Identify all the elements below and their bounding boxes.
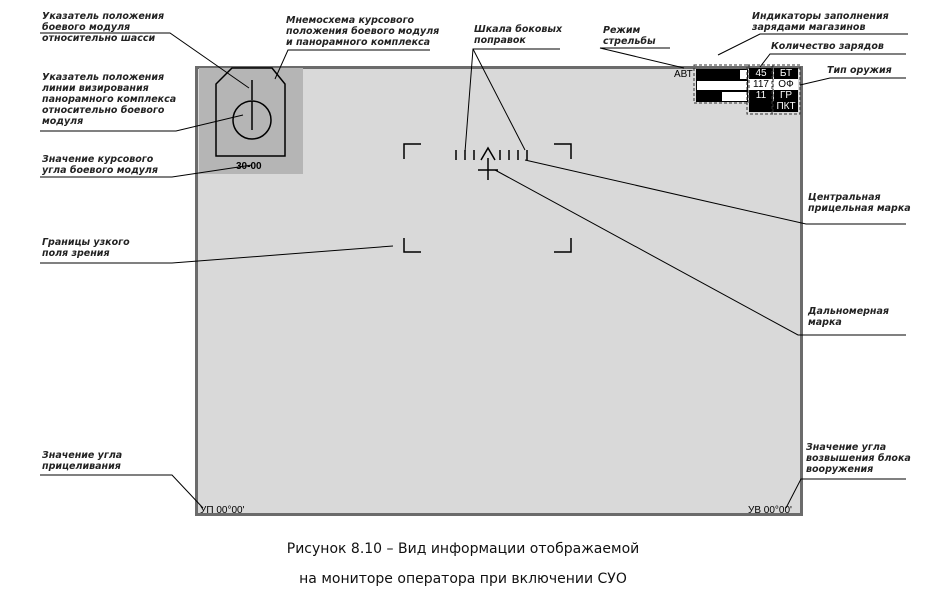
weapon-type: ГР — [774, 90, 798, 101]
label-narrow-fov: Границы узкого поля зрения — [42, 237, 130, 259]
label-chassis-pointer: Указатель положения боевого модуля относительно шасси — [42, 11, 165, 44]
ammo-count-box — [747, 65, 773, 114]
label-mnemo-scheme: Мнемосхема курсового положения боевого модуля и панорамного комплекса — [286, 15, 440, 48]
label-weapon-type: Тип оружия — [827, 65, 892, 76]
label-fire-mode: Режим стрельбы — [603, 25, 656, 47]
label-sight-line-pointer: Указатель положения линии визирования панорамного комплекса относительно боевого модуля — [42, 72, 177, 127]
weapon-type-box — [772, 65, 800, 114]
course-angle-value: 30-00 — [236, 161, 262, 172]
magazine-indicators-box — [694, 65, 749, 103]
central-aim-mark-icon — [478, 158, 498, 180]
ammo-count: 117 — [749, 79, 773, 90]
weapon-type: ОФ — [774, 79, 798, 90]
label-lateral-scale: Шкала боковых поправок — [474, 24, 563, 46]
ammo-count: 45 — [749, 68, 773, 79]
ammo-count: 11 — [749, 90, 773, 101]
figure-caption-line2: на мониторе оператора при включении СУО — [299, 571, 627, 587]
label-aim-angle: Значение угла прицеливания — [42, 450, 123, 472]
weapon-type: ПКТ — [774, 101, 798, 112]
label-range-mark: Дальномерная марка — [808, 306, 890, 328]
label-ammo-count: Количество зарядов — [771, 41, 884, 52]
label-course-angle: Значение курсового угла боевого модуля — [42, 154, 158, 176]
aim-angle-value: УП 00°00' — [200, 505, 245, 516]
elevation-angle-value: УВ 00°00' — [748, 505, 792, 516]
fire-mode-value: АВТ — [674, 69, 693, 80]
label-elevation-angle: Значение угла возвышения блока вооружения — [806, 442, 911, 475]
label-central-mark: Центральная прицельная марка — [808, 192, 911, 214]
label-magazine-indicators: Индикаторы заполнения зарядами магазинов — [752, 11, 889, 33]
figure-caption-line1: Рисунок 8.10 – Вид информации отображаемой — [286, 541, 640, 557]
weapon-type: БТ — [774, 68, 798, 79]
combat-module-outline-icon — [216, 68, 285, 156]
